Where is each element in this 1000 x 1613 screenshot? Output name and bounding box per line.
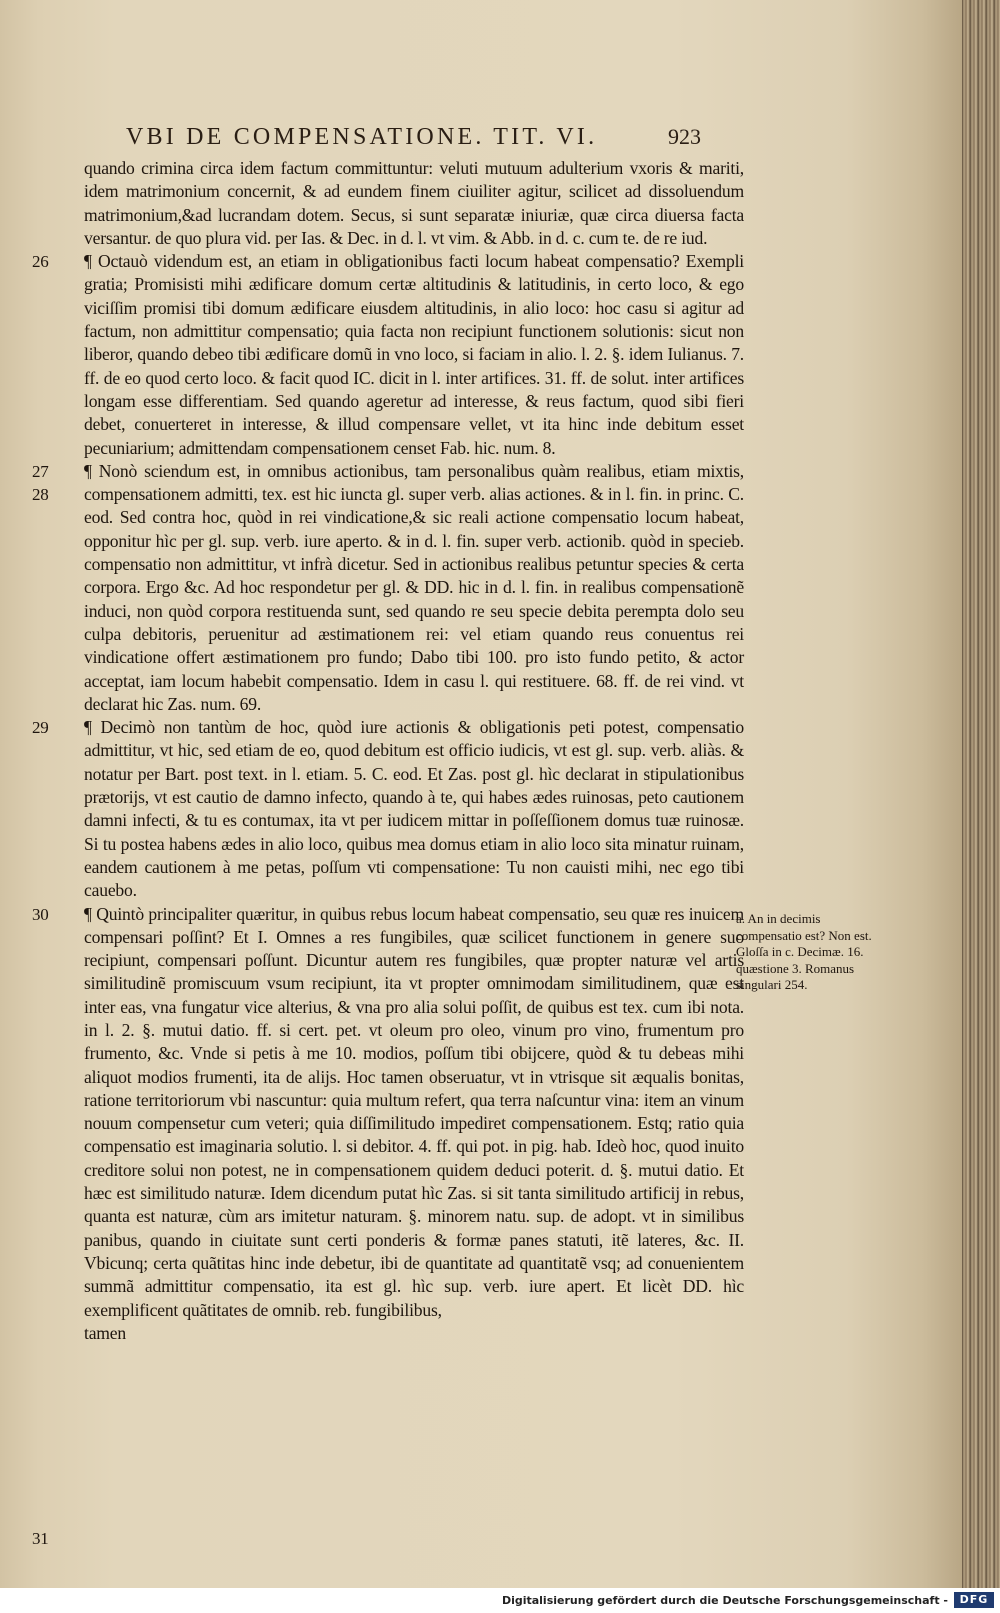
paragraph-30 bbox=[32, 903, 744, 1548]
margin-number: 31 bbox=[32, 1528, 49, 1548]
body-text bbox=[32, 157, 744, 1548]
paragraph-26 bbox=[32, 250, 744, 460]
paragraph-text: ¶ Decimò non tantùm de hoc, quòd iure actionis & obligationis peti potest, compensatio admittitur, vt hic, sed etiam de eo, quod debitum est officio iudicis, vt est gl. sup. verb. aliàs. & notatur per Bart. post text. in l. etiam. 5. C. eod. Et Zas. post gl. hìc declarat in stipulationibus prætorijs, vt est cautio de damno infecto, quando à te, qui habes ædes ruinosas, peto cautionem damni infecti, & tu es contumax, ita vt per iudicem mittar in poſſeſſionem domus tuæ ruinosæ. Si tu postea habens ædes in alio loco, quibus mea domus etiam in alio loco sita minatur ruinam, eandem cautionem à me petas, poſſum vti compensatione: Tu non cauisti mihi, nec ego tibi cauebo. bbox=[84, 717, 744, 901]
dfg-logo-icon: DFG bbox=[954, 1592, 994, 1608]
paragraph-continuation bbox=[84, 157, 744, 250]
footer-credit: Digitalisierung gefördert durch die Deutsche Forschungsgemeinschaft - bbox=[501, 1594, 948, 1607]
margin-number: 27 bbox=[32, 461, 49, 481]
margin-number: 28 bbox=[32, 484, 49, 504]
paragraph-27 bbox=[32, 460, 744, 716]
margin-number: 30 bbox=[32, 904, 49, 924]
paragraph-text: ¶ Nonò sciendum est, in omnibus actionibus, tam personalibus quàm realibus, etiam mixtis, compensationem admitti, tex. est hic iuncta gl. super verb. alias actiones. & in l. fin. in princ. C. eod. Sed contra hoc, quòd in rei vindicatione,& sic reali actione compensatio locum habeat, opponitur hìc per gl. sup. verb. iure aperto. & in d. l. fin. super verb. actionib. quòd in specieb. compensatio non admittitur, vt infrà dicetur. Sed in actionibus realibus petuntur species & certa corpora. Ergo &c. Ad hoc respondetur per gl. & DD. hic in d. l. fin. in realibus compensationẽ induci, non quòd corpora restituenda sunt, sed quando re seu specie debita perempta dolo seu culpa debitoris, peruenitur ad æstimationem rei: vel etiam quando reus conuentus rei vindicatione offert æstimationem pro fundo; Dabo tibi 100. pro isto fundo petito, & actor acceptat, iam locum habebit compensatio. Idem in casu l. qui restituere. 68. ff. de rei vind. vt declarat hic Zas. num. 69. bbox=[84, 460, 744, 714]
paragraph-text: ¶ Octauò videndum est, an etiam in obligationibus facti locum habeat compensatio? Exempli gratia; Promisisti mihi ædificare domum certæ altitudinis & latitudinis, in certo loco, & ego viciſſim promisi tibi domum ædificare eiusdem altitudinis, in alio loco: hoc casu si agitur ad factum, non admittitur compensatio; quia facta non recipiunt functionem solutionis: sicut non liberor, quando debeo tibi ædificare domũ in vno loco, si faciam in alio. l. 2. §. idem Iulianus. 7. ff. de eo quod certo loco. & facit quod IC. dicit in l. inter artifices. 31. ff. de solut. inter artifices longam esse differentiam. Sed quando ageretur ad interesse, & reus factum, quod sibi fieri debet, conuerteret in interesse, & illud compensare vellet, vt ita hinc inde debitum esset pecuniarium; admittendam compensationem censet Fab. hic. num. 8. bbox=[84, 251, 744, 458]
margin-number: 26 bbox=[32, 252, 49, 272]
page-number: 923 bbox=[668, 124, 701, 149]
marginal-note: a. An in decimis compensatio est? Non est. Gloſſa in c. Decimæ. 16. quæstione 3. Romanus singulari 254. bbox=[736, 911, 872, 992]
margin-number: 29 bbox=[32, 718, 49, 738]
catchword: tamen bbox=[84, 1322, 126, 1343]
book-page-edges bbox=[962, 0, 1000, 1588]
running-head: VBI DE COMPENSATIONE. TIT. VI. bbox=[126, 124, 598, 150]
paragraph-text: quando crimina circa idem factum committuntur: veluti mutuum adulterium vxoris & mariti, idem matrimonium concernit, & ad eundem finem ciuiliter agitur, scilicet ad dissoluendum matrimonium,&ad lucrandam dotem. Secus, si sunt separatæ iniuriæ, quæ circa diuersa facta versantur. de quo plura vid. per Ias. & Dec. in d. l. vt vim. & Abb. in d. c. cum te. de re iud. bbox=[84, 158, 744, 248]
paragraph-29 bbox=[32, 716, 744, 902]
paragraph-text: ¶ Quintò principaliter quæritur, in quibus rebus locum habeat compensatio, seu quæ res inuicem compensari poſſint? Et I. Omnes a res fungibiles, quæ scilicet functionem in genere suo recipiunt, compensari poſſunt. Dicuntur autem res fungibiles, quæ propter naturæ vel artis similitudinẽ promiscuum vsum recipiunt, ita vt propter omnimodam similitudinem, quæ est inter eas, vna fungatur vice alterius, & vna pro alia solui poſſit, de quibus est tex. cum ibi nota. in l. 2. §. mutui datio. ff. si cert. pet. vt oleum pro oleo, vinum pro vino, frumentum pro frumento, &c. Vnde si petis à me 10. modios, poſſum tibi obijcere, quòd & tu debeas mihi aliquot modios frumenti, ita de alijs. Hoc tamen obseruatur, vt in vtrisque sit æqualis bonitas, ratione territoriorum vbi nascuntur: quia multum refert, qua terra naſcuntur vina: item an vinum nouum compensetur cum veteri; quia diſſimilitudo impediret compensationem. Estq; ratio quia compensatio est imaginaria solutio. l. si debitor. 4. ff. qui pot. in pig. hab. Ideò hoc, quod inuito creditore solui non potest, ne in compensationem quidem deduci poterit. d. §. mutui datio. Et hæc est similitudo naturæ. Idem dicendum putat hìc Zas. si sit tanta similitudo artificij in rebus, quanta est naturæ, cùm ars imitetur naturam. §. minorem natu. sup. de adopt. vt in similibus panibus, quando in ciuitate sunt certi ponderis & formæ panes statuti, itẽ lateres, &c. II. Vbicunq; certa quãtitas hinc inde debetur, ibi de quantitate ad quantitatẽ vsq; ad conuenientem summã admittitur compensatio, ita est gl. hìc sup. verb. iure apert. Et licèt DD. hìc exemplificent quãtitates de omnib. reb. fungibilibus, bbox=[84, 903, 744, 1320]
